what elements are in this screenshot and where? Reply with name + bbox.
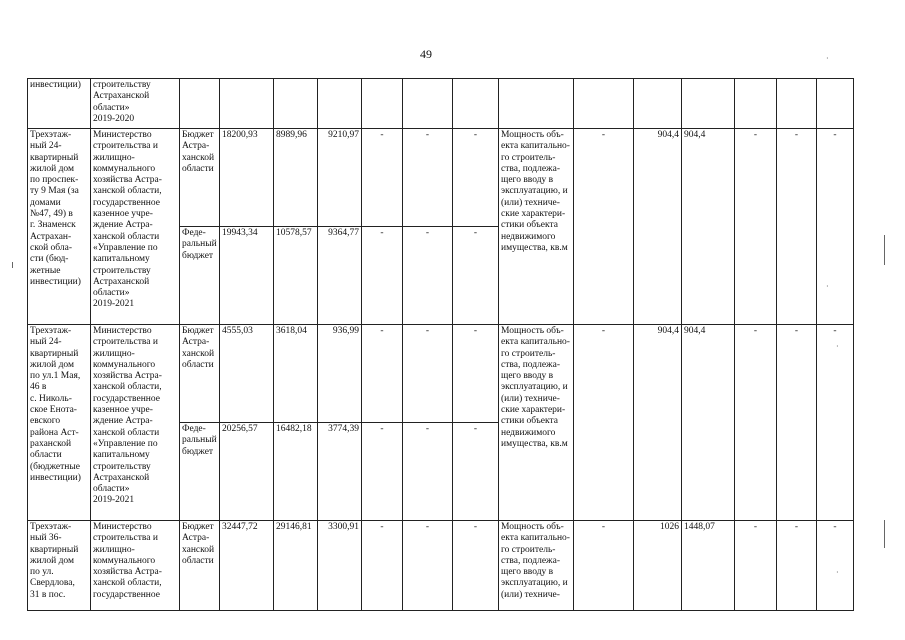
empty-cell [403, 79, 453, 129]
empty-cell [735, 79, 777, 129]
scan-margin-mark [884, 235, 885, 265]
empty-cell [499, 79, 574, 129]
funding-source-cell: Феде- ральный бюджет [180, 423, 220, 521]
indicator-value-cell: 904,4 [634, 129, 682, 325]
empty-cell [220, 79, 274, 129]
indicator-value-cell: - [735, 325, 777, 521]
indicator-value-cell: - [817, 325, 854, 521]
year-value-cell: - [362, 129, 403, 227]
indicator-value-cell: - [817, 129, 854, 325]
indicator-value-cell: - [735, 129, 777, 325]
total-cell: 32447,72 [220, 521, 274, 611]
object-name-cell: инвестиции) [28, 79, 91, 129]
year-value-cell: 10578,57 [274, 227, 318, 325]
year-value-cell: - [453, 227, 499, 325]
total-cell: 19943,34 [220, 227, 274, 325]
scan-speck: · [836, 342, 839, 351]
funding-source-cell: Феде- ральный бюджет [180, 227, 220, 325]
scan-speck: · [826, 282, 829, 291]
indicator-value-cell: 1026 [634, 521, 682, 611]
object-name-cell: Трехэтаж- ный 36- квартирный жилой дом по ул. Свердлова, 31 в пос. [28, 521, 91, 611]
year-value-cell: 9364,77 [318, 227, 362, 325]
year-value-cell: - [403, 325, 453, 423]
indicator-value-cell: - [817, 521, 854, 611]
empty-cell [777, 79, 817, 129]
indicator-value-cell: - [777, 521, 817, 611]
empty-cell [682, 79, 735, 129]
indicator-cell: Мощность объ- екта капитально- го строитель- ства, подлежа- щего вводу в эксплуатацию, и (или) техниче- ские характери- стики объекта недвижимого имущества, кв.м [499, 129, 574, 325]
empty-cell [318, 79, 362, 129]
indicator-value-cell: - [574, 129, 634, 325]
object-name-cell: Трехэтаж- ный 24- квартирный жилой дом по проспек- ту 9 Мая (за домами №47, 49) в г. Знаменск Астрахан- ской обла- сти (бюд- жетные инвестиции) [28, 129, 91, 325]
scan-speck: · [826, 54, 829, 63]
year-value-cell: - [453, 423, 499, 521]
year-value-cell: 936,99 [318, 325, 362, 423]
responsible-cell: Министерство строительства и жилищно- коммунального хозяйства Астра- ханской области, государственное [91, 521, 180, 611]
year-value-cell: - [362, 423, 403, 521]
empty-cell [274, 79, 318, 129]
indicator-value-cell: 904,4 [682, 129, 735, 325]
total-cell: 18200,93 [220, 129, 274, 227]
year-value-cell: - [403, 129, 453, 227]
empty-cell [362, 79, 403, 129]
table-row [28, 325, 854, 423]
object-name-cell: Трехэтаж- ный 24- квартирный жилой дом по ул.1 Мая, 46 в с. Николь- ское Енота- евского района Аст- раханской области (бюджетные инвестиции) [28, 325, 91, 521]
table-row [28, 521, 854, 611]
scan-margin-mark [12, 262, 13, 268]
indicator-value-cell: - [777, 325, 817, 521]
year-value-cell: - [453, 129, 499, 227]
responsible-cell: Министерство строительства и жилищно- коммунального хозяйства Астра- ханской области, государственное казенное учре- ждение Астра- ханской области «Управление по капитальному строительству Астраханской области» 2019-2021 [91, 129, 180, 325]
indicator-value-cell: - [735, 521, 777, 611]
page-number: 49 [420, 47, 432, 61]
indicator-value-cell: - [777, 129, 817, 325]
year-value-cell: 3774,39 [318, 423, 362, 521]
indicator-value-cell: 904,4 [634, 325, 682, 521]
year-value-cell: 9210,97 [318, 129, 362, 227]
funding-source-cell: Бюджет Астра- ханской области [180, 129, 220, 227]
year-value-cell: 3300,91 [318, 521, 362, 611]
table-row-continuation [28, 79, 854, 129]
year-value-cell: - [453, 521, 499, 611]
empty-cell [634, 79, 682, 129]
empty-cell [180, 79, 220, 129]
scan-margin-mark [884, 520, 885, 548]
year-value-cell: - [453, 325, 499, 423]
year-value-cell: 8989,96 [274, 129, 318, 227]
year-value-cell: 3618,04 [274, 325, 318, 423]
year-value-cell: - [403, 227, 453, 325]
indicator-cell: Мощность объ- екта капитально- го строитель- ства, подлежа- щего вводу в эксплуатацию, и (или) техниче- ские характери- стики объекта недвижимого имущества, кв.м [499, 325, 574, 521]
indicator-value-cell: 1448,07 [682, 521, 735, 611]
year-value-cell: - [403, 423, 453, 521]
scan-speck: · [836, 568, 839, 577]
indicator-value-cell: - [574, 325, 634, 521]
year-value-cell: - [362, 325, 403, 423]
empty-cell [817, 79, 854, 129]
total-cell: 4555,03 [220, 325, 274, 423]
table-row [28, 129, 854, 227]
budget-table [27, 78, 854, 611]
indicator-cell: Мощность объ- екта капитально- го строитель- ства, подлежа- щего вводу в эксплуатацию, и (или) техниче- [499, 521, 574, 611]
year-value-cell: 29146,81 [274, 521, 318, 611]
year-value-cell: - [403, 521, 453, 611]
year-value-cell: 16482,18 [274, 423, 318, 521]
indicator-value-cell: - [574, 521, 634, 611]
year-value-cell: - [362, 521, 403, 611]
year-value-cell: - [362, 227, 403, 325]
indicator-value-cell: 904,4 [682, 325, 735, 521]
total-cell: 20256,57 [220, 423, 274, 521]
responsible-cell: Министерство строительства и жилищно- коммунального хозяйства Астра- ханской области, государственное казенное учре- ждение Астра- ханской области «Управление по капитальному строительству Астраханской области» 2019-2021 [91, 325, 180, 521]
funding-source-cell: Бюджет Астра- ханской области [180, 521, 220, 611]
empty-cell [574, 79, 634, 129]
responsible-cell: строительству Астраханской области» 2019-2020 [91, 79, 180, 129]
funding-source-cell: Бюджет Астра- ханской области [180, 325, 220, 423]
empty-cell [453, 79, 499, 129]
